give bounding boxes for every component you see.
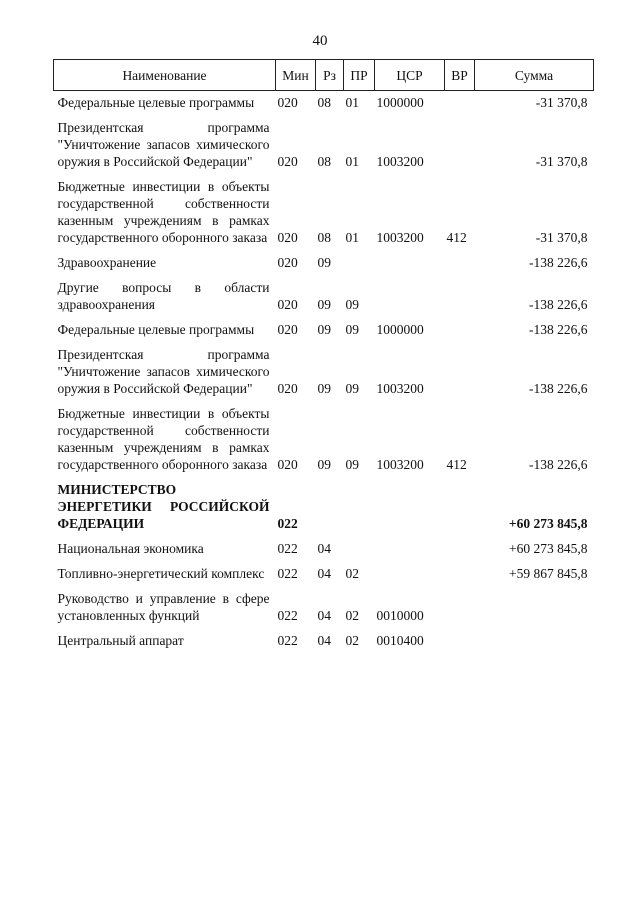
cell-vr: 412 [446, 457, 467, 472]
cell-min: 022 [277, 566, 298, 581]
cell-sum: -138 226,6 [529, 457, 588, 472]
cell-vr: 412 [446, 230, 467, 245]
cell-vr [445, 532, 475, 557]
cell-min: 022 [277, 516, 298, 531]
cell-csr: 1003200 [376, 230, 424, 245]
header-pr: ПР [344, 60, 375, 91]
cell-sum: -138 226,6 [529, 322, 588, 337]
budget-table [53, 59, 594, 649]
cell-vr [445, 473, 475, 532]
cell-pr: 01 [345, 230, 359, 245]
cell-pr: 02 [345, 608, 359, 623]
table-row [54, 111, 594, 170]
table-row [54, 397, 594, 473]
cell-rz: 09 [317, 457, 331, 472]
header-rz: Рз [316, 60, 344, 91]
table-row [54, 624, 594, 649]
cell-csr: 1003200 [376, 457, 424, 472]
cell-csr: 1003200 [376, 381, 424, 396]
cell-rz: 08 [317, 95, 331, 110]
cell-name: Топливно-энергетический комплекс [57, 566, 265, 581]
cell-name: Национальная экономика [57, 541, 204, 556]
cell-name: Федеральные целевые программы [57, 322, 255, 337]
cell-rz: 09 [317, 255, 331, 270]
cell-vr [445, 582, 475, 624]
cell-min: 020 [277, 322, 298, 337]
cell-csr: 0010000 [376, 608, 424, 623]
cell-pr: 09 [345, 457, 359, 472]
header-min: Мин [276, 60, 316, 91]
cell-sum: -138 226,6 [529, 255, 588, 270]
table-row [54, 170, 594, 246]
cell-rz: 08 [317, 230, 331, 245]
cell-name: Здравоохранение [57, 255, 157, 270]
cell-rz [316, 473, 344, 532]
cell-csr: 1000000 [376, 95, 424, 110]
cell-min: 020 [277, 95, 298, 110]
table-row [54, 338, 594, 397]
cell-sum: -31 370,8 [535, 95, 588, 110]
cell-vr [445, 557, 475, 582]
cell-csr: 1003200 [376, 154, 424, 169]
cell-pr [344, 246, 375, 271]
cell-sum: -138 226,6 [529, 297, 588, 312]
cell-sum [475, 624, 594, 649]
cell-rz: 09 [317, 297, 331, 312]
cell-min: 022 [277, 633, 298, 648]
cell-sum: -31 370,8 [535, 154, 588, 169]
cell-vr [445, 91, 475, 112]
cell-min: 020 [277, 297, 298, 312]
cell-min: 020 [277, 255, 298, 270]
cell-name: Бюджетные инвестиции в объекты государственной собственности казенным учреждениям в рамках государственного оборонного заказа [57, 406, 270, 472]
table-header-row [54, 60, 594, 91]
cell-sum: +59 867 845,8 [509, 566, 588, 581]
table-row [54, 271, 594, 313]
cell-name: Президентская программа "Уничтожение запасов химического оружия в Российской Федерации" [57, 347, 270, 396]
header-csr: ЦСР [375, 60, 445, 91]
table-row [54, 473, 594, 532]
cell-csr: 0010400 [376, 633, 424, 648]
cell-name: Руководство и управление в сфере установленных функций [57, 591, 270, 623]
header-vr: ВР [445, 60, 475, 91]
cell-csr: 1000000 [376, 322, 424, 337]
table-row [54, 313, 594, 338]
cell-rz: 09 [317, 381, 331, 396]
cell-vr [445, 111, 475, 170]
cell-min: 020 [277, 230, 298, 245]
cell-csr [375, 271, 445, 313]
cell-pr [344, 532, 375, 557]
cell-rz: 04 [317, 633, 331, 648]
cell-pr [344, 473, 375, 532]
cell-vr [445, 246, 475, 271]
page-number: 40 [312, 33, 328, 49]
cell-name: Бюджетные инвестиции в объекты государственной собственности казенным учреждениям в рамках государственного оборонного заказа [57, 179, 270, 245]
cell-name: Центральный аппарат [57, 633, 184, 648]
table-row [54, 582, 594, 624]
cell-min: 022 [277, 541, 298, 556]
cell-csr [375, 557, 445, 582]
cell-rz: 08 [317, 154, 331, 169]
cell-rz: 04 [317, 608, 331, 623]
cell-pr: 01 [345, 95, 359, 110]
cell-name: Президентская программа "Уничтожение запасов химического оружия в Российской Федерации" [57, 120, 270, 169]
cell-min: 020 [277, 381, 298, 396]
cell-csr [375, 246, 445, 271]
table-row [54, 246, 594, 271]
table-row [54, 557, 594, 582]
cell-sum: -138 226,6 [529, 381, 588, 396]
cell-min: 022 [277, 608, 298, 623]
cell-vr [445, 624, 475, 649]
cell-pr: 02 [345, 566, 359, 581]
cell-vr [445, 271, 475, 313]
table-row [54, 532, 594, 557]
cell-csr [375, 532, 445, 557]
cell-min: 020 [277, 154, 298, 169]
cell-sum: -31 370,8 [535, 230, 588, 245]
cell-pr: 09 [345, 297, 359, 312]
table-row [54, 91, 594, 112]
cell-vr [445, 313, 475, 338]
cell-sum [475, 582, 594, 624]
cell-pr: 01 [345, 154, 359, 169]
cell-pr: 09 [345, 322, 359, 337]
cell-pr: 09 [345, 381, 359, 396]
cell-sum: +60 273 845,8 [509, 541, 588, 556]
cell-name: МИНИСТЕРСТВО ЭНЕРГЕТИКИ РОССИЙСКОЙ ФЕДЕРАЦИИ [57, 482, 270, 531]
cell-rz: 04 [317, 566, 331, 581]
cell-name: Другие вопросы в области здравоохранения [57, 280, 270, 312]
cell-pr: 02 [345, 633, 359, 648]
cell-rz: 04 [317, 541, 331, 556]
cell-min: 020 [277, 457, 298, 472]
cell-vr [445, 338, 475, 397]
cell-name: Федеральные целевые программы [57, 95, 255, 110]
cell-sum: +60 273 845,8 [508, 516, 588, 531]
header-name: Наименование [54, 60, 276, 91]
cell-rz: 09 [317, 322, 331, 337]
header-sum: Сумма [475, 60, 594, 91]
cell-csr [375, 473, 445, 532]
